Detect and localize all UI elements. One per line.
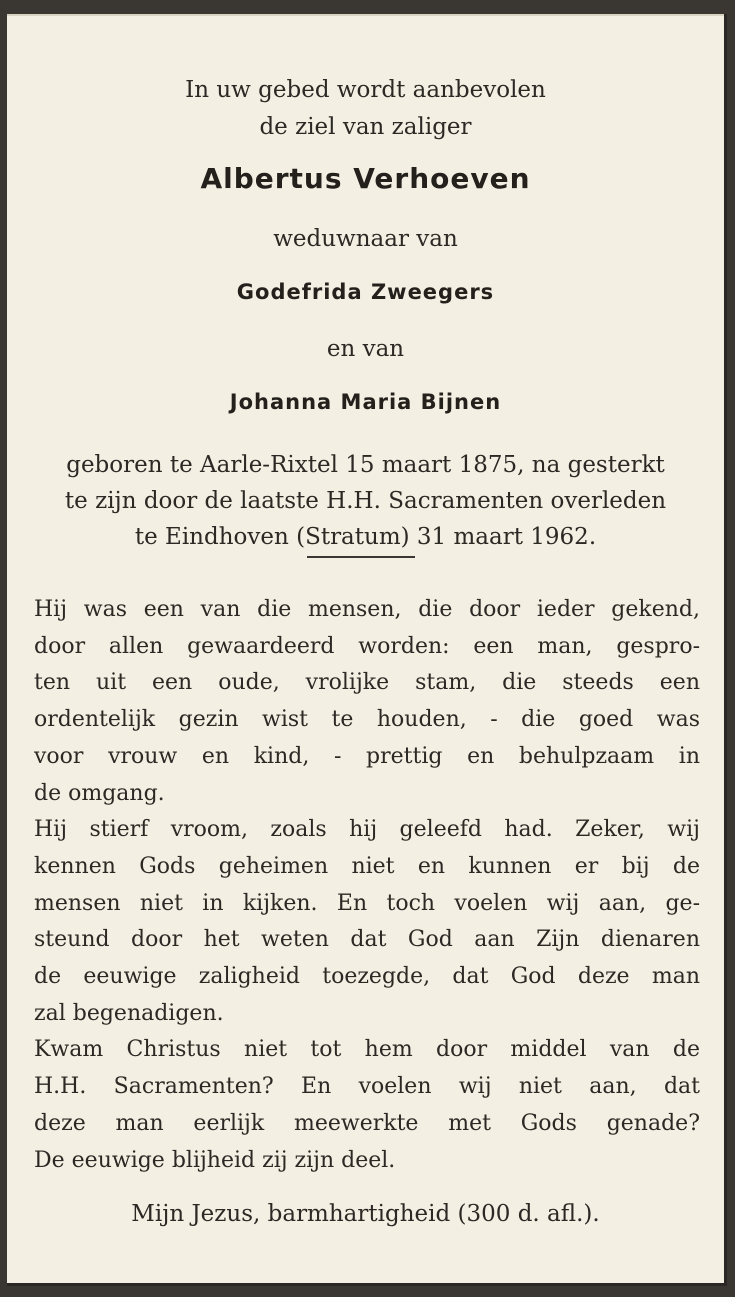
- eulogy-line: Kwam Christus niet tot hem door middel van de: [34, 1037, 700, 1063]
- eulogy-line: mensen niet in kijken. En toch voelen wij aan, ge-: [34, 890, 700, 916]
- eulogy-line: ordentelijk gezin wist te houden, - die goed was: [34, 707, 700, 733]
- intro-line-2: de ziel van zaliger: [259, 114, 472, 140]
- spouse-name-1: Godefrida Zweegers: [236, 280, 495, 304]
- eulogy-line: door allen gewaardeerd worden: een man, gespro-: [34, 633, 700, 659]
- eulogy-line: deze man eerlijk meewerkte met Gods genade?: [34, 1110, 700, 1136]
- card-top-edge: [7, 14, 724, 16]
- born-line-2: te zijn door de laatste H.H. Sacramenten overleden: [64, 488, 667, 514]
- eulogy-line: steund door het weten dat God aan Zijn dienaren: [34, 927, 700, 953]
- born-line-3: te Eindhoven (Stratum) 31 maart 1962.: [134, 524, 597, 550]
- spouse-name-2: Johanna Maria Bijnen: [229, 390, 502, 414]
- eulogy-text: [34, 592, 700, 1179]
- eulogy-line: H.H. Sacramenten? En voelen wij niet aan, dat: [34, 1074, 700, 1100]
- eulogy-line: voor vrouw en kind, - prettig en behulpzaam in: [34, 743, 700, 769]
- deceased-name: Albertus Verhoeven: [200, 162, 531, 195]
- eulogy-line: zal begenadigen.: [34, 1000, 224, 1026]
- eulogy-line: kennen Gods geheimen niet en kunnen er bij de: [34, 853, 700, 879]
- birth-death-text: [7, 447, 724, 555]
- eulogy-line: De eeuwige blijheid zij zijn deel.: [34, 1147, 396, 1173]
- divider-line: [307, 556, 415, 558]
- closing-prayer: Mijn Jezus, barmhartigheid (300 d. afl.).: [131, 1201, 600, 1227]
- relation-and: en van: [326, 336, 405, 362]
- memorial-card: [7, 14, 727, 1286]
- eulogy-line: Hij stierf vroom, zoals hij geleefd had. Zeker, wij: [34, 817, 700, 843]
- born-line-1: geboren te Aarle-Rixtel 15 maart 1875, na gesterkt: [66, 452, 665, 478]
- relation-widower: weduwnaar van: [273, 226, 458, 252]
- eulogy-line: de eeuwige zaligheid toezegde, dat God deze man: [34, 964, 700, 990]
- eulogy-line: ten uit een oude, vrolijke stam, die steeds een: [34, 670, 700, 696]
- intro-text: [7, 72, 724, 146]
- eulogy-line: de omgang.: [34, 780, 165, 806]
- intro-line-1: In uw gebed wordt aanbevolen: [185, 77, 546, 103]
- eulogy-line: Hij was een van die mensen, die door ieder gekend,: [34, 597, 700, 622]
